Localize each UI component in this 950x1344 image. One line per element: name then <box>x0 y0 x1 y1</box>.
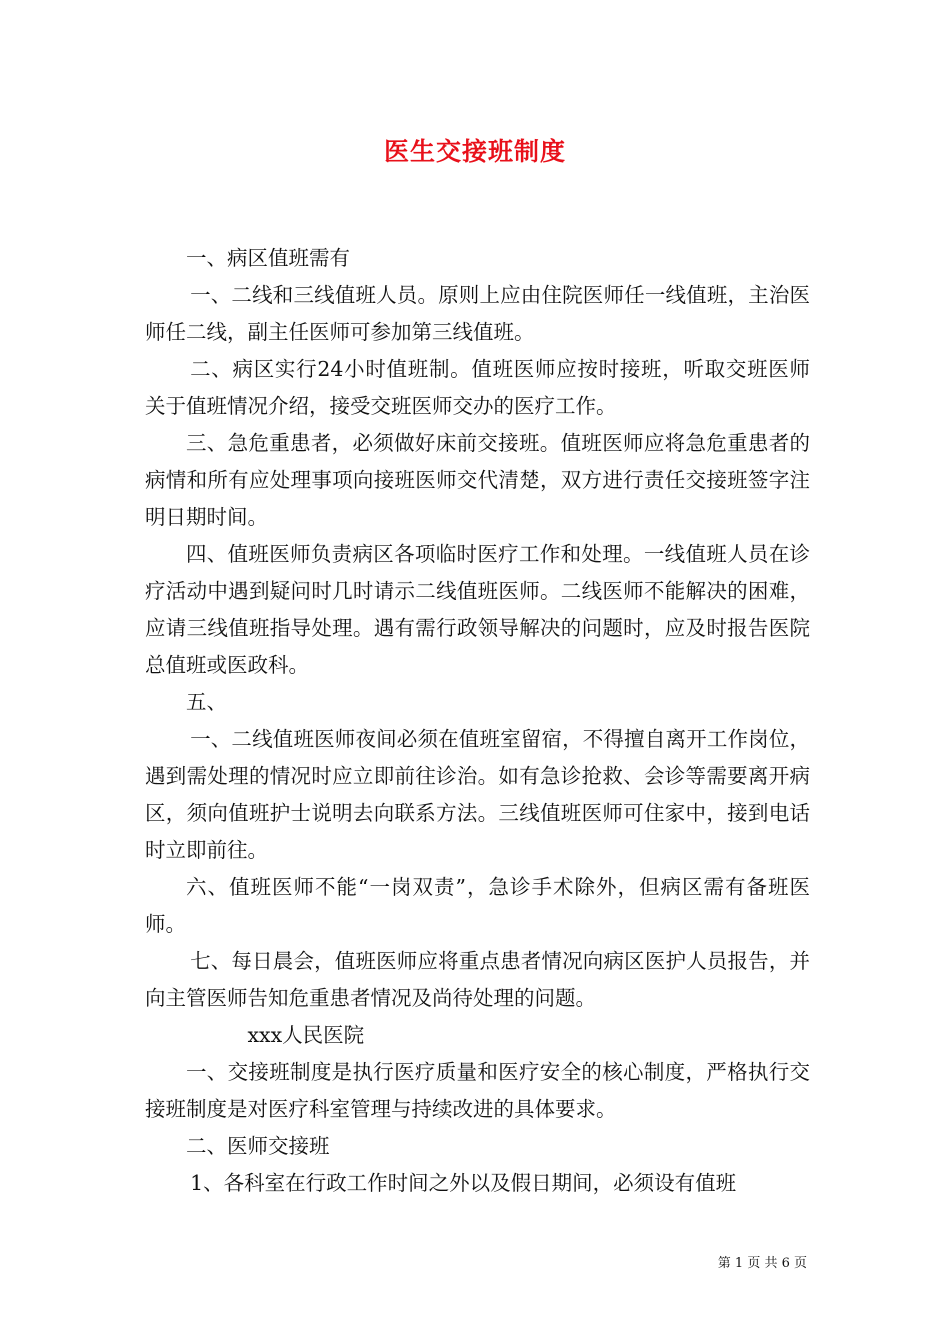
paragraph-24h-duty: 二、病区实行24小时值班制。值班医师应按时接班，听取交班医师关于值班情况介绍，接受交班医师交办的医疗工作。 <box>145 357 810 418</box>
paragraph-duty-staff: 一、二线和三线值班人员。原则上应由住院医师任一线值班，主治医师任二线，副主任医师可参加第三线值班。 <box>145 283 810 344</box>
document-title: 医生交接班制度 <box>383 137 566 166</box>
paragraph-department-duty: 1、各科室在行政工作时间之外以及假日期间，必须设有值班 <box>190 1171 737 1195</box>
paragraph-single-post: 六、值班医师不能“一岗双责”，急诊手术除外，但病区需有备班医师。 <box>145 875 810 936</box>
paragraph-critical-patients: 三、急危重患者，必须做好床前交接班。值班医师应将急危重患者的病情和所有应处理事项向接班医师交代清楚，双方进行责任交接班签字注明日期时间。 <box>145 431 810 529</box>
paragraph-core-system: 一、交接班制度是执行医疗质量和医疗安全的核心制度，严格执行交接班制度是对医疗科室管理与持续改进的具体要求。 <box>145 1060 810 1121</box>
page-number-footer: 第 1 页 共 6 页 <box>717 1256 807 1271</box>
paragraph-morning-meeting: 七、每日晨会，值班医师应将重点患者情况向病区医护人员报告，并向主管医师告知危重患者情况及尚待处理的问题。 <box>145 949 810 1010</box>
paragraph-five-heading: 五、 <box>186 690 227 714</box>
paragraph-duty-responsibility: 四、值班医师负责病区各项临时医疗工作和处理。一线值班人员在诊疗活动中遇到疑问时几时请示二线值班医师。二线医师不能解决的困难，应请三线值班指导处理。遇有需行政领导解决的问题时，应及时报告医院总值班或医政科。 <box>145 542 810 677</box>
paragraph-ward-duty: 一、病区值班需有 <box>186 246 350 270</box>
document-body <box>145 240 810 1202</box>
paragraph-doctor-handover: 二、医师交接班 <box>186 1134 330 1158</box>
paragraph-hospital-name: xxx人民医院 <box>247 1023 365 1047</box>
paragraph-night-duty: 一、二线值班医师夜间必须在值班室留宿，不得擅自离开工作岗位，遇到需处理的情况时应立即前往诊治。如有急诊抢救、会诊等需要离开病区，须向值班护士说明去向联系方法。三线值班医师可住家中，接到电话时立即前往。 <box>145 727 810 862</box>
